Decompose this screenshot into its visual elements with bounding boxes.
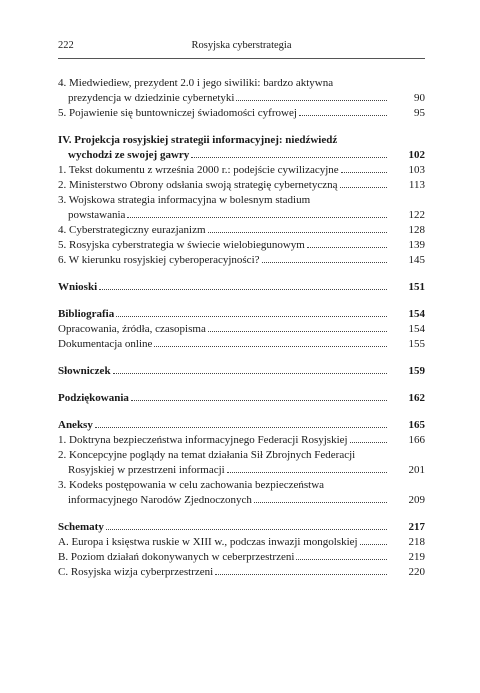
toc-entry xyxy=(58,433,425,448)
dot-leader xyxy=(254,502,387,503)
dot-leader xyxy=(208,232,387,233)
toc-page-number: 95 xyxy=(414,107,425,119)
toc-entry-title: 1. Doktryna bezpieczeństwa informacyjnego Federacji Rosyjskiej xyxy=(58,434,348,446)
dot-leader xyxy=(154,346,387,347)
dot-leader xyxy=(340,187,387,188)
toc-entry xyxy=(58,391,425,406)
toc-entry-line: 4. Miedwiediew, prezydent 2.0 i jego siwiliki: bardzo aktywna xyxy=(58,77,334,89)
toc-entry-title: 5. Rosyjska cyberstrategia w świecie wielobiegunowym xyxy=(58,239,305,251)
toc-entry-title: Wnioski xyxy=(58,281,98,293)
toc-entry-line xyxy=(58,208,425,223)
toc-page-number: 154 xyxy=(408,308,425,320)
dot-leader xyxy=(191,157,387,158)
toc-entry-title: 4. Cyberstrategiczny eurazjanizm xyxy=(58,224,206,236)
toc-entry xyxy=(58,535,425,550)
toc-entry xyxy=(58,106,425,121)
toc-page-number: 90 xyxy=(414,92,425,104)
toc-entry-line xyxy=(58,463,425,478)
toc-entry xyxy=(58,193,425,223)
toc-entry-title: powstawania xyxy=(68,209,126,221)
toc-entry-title: Aneksy xyxy=(58,419,93,431)
toc-entry-title: B. Poziom działań dokonywanych w ceberprzestrzeni xyxy=(58,551,295,563)
toc-entry xyxy=(58,448,425,478)
toc-entry-line xyxy=(58,106,425,121)
toc-entry xyxy=(58,307,425,322)
toc-entry-line xyxy=(58,493,425,508)
toc-entry-line xyxy=(58,280,425,295)
toc-entry-line xyxy=(58,418,425,433)
toc-page-number: 209 xyxy=(408,494,425,506)
toc-entry xyxy=(58,478,425,508)
toc-page-number: 201 xyxy=(408,464,425,476)
toc-entry-title: Bibliografia xyxy=(58,308,115,320)
toc-entry-title: Dokumentacja online xyxy=(58,338,153,350)
toc-entry xyxy=(58,280,425,295)
toc-entry xyxy=(58,364,425,379)
header-rule xyxy=(58,58,425,59)
toc-entry-line: 2. Koncepcyjne poglądy na temat działania Sił Zbrojnych Federacji xyxy=(58,449,356,461)
toc-entry xyxy=(58,253,425,268)
toc-entry-title: informacyjnego Narodów Zjednoczonych xyxy=(68,494,252,506)
toc-entry-title: A. Europa i księstwa ruskie w XIII w., podczas inwazji mongolskiej xyxy=(58,536,358,548)
toc-page-number: 155 xyxy=(408,338,425,350)
toc-entry xyxy=(58,238,425,253)
toc-page-number: 139 xyxy=(408,239,425,251)
toc-page-number: 151 xyxy=(408,281,425,293)
toc-page-number: 217 xyxy=(408,521,425,533)
dot-leader xyxy=(113,373,387,374)
toc-entry-line xyxy=(58,337,425,352)
dot-leader xyxy=(350,442,387,443)
dot-leader xyxy=(99,289,387,290)
toc-entry-line: 3. Kodeks postępowania w celu zachowania bezpieczeństwa xyxy=(58,479,325,491)
dot-leader xyxy=(215,574,387,575)
dot-leader xyxy=(208,331,387,332)
toc-entry-line xyxy=(58,391,425,406)
toc-entry-line xyxy=(58,91,425,106)
toc-entry xyxy=(58,133,425,163)
toc-entry-line xyxy=(58,178,425,193)
toc-entry-line xyxy=(58,148,425,163)
dot-leader xyxy=(341,172,387,173)
dot-leader xyxy=(227,472,387,473)
toc-entry xyxy=(58,550,425,565)
toc-entry-line xyxy=(58,163,425,178)
toc-entry-title: Podziękowania xyxy=(58,392,129,404)
toc-entry xyxy=(58,520,425,535)
toc-entry-line xyxy=(58,433,425,448)
toc-page-number: 145 xyxy=(408,254,425,266)
dot-leader xyxy=(299,115,387,116)
dot-leader xyxy=(360,544,387,545)
toc-entry-title: prezydencja w dziedzinie cybernetyki xyxy=(68,92,235,104)
toc-entry xyxy=(58,178,425,193)
toc-entry-line xyxy=(58,307,425,322)
toc-entry-title: C. Rosyjska wizja cyberprzestrzeni xyxy=(58,566,214,578)
dot-leader xyxy=(236,100,387,101)
toc-entry-title: wychodzi ze swojej gawry xyxy=(68,149,190,161)
page-number: 222 xyxy=(58,40,74,51)
toc-page-number: 113 xyxy=(408,179,425,191)
toc-entry xyxy=(58,418,425,433)
toc-page-number: 154 xyxy=(408,323,425,335)
toc-entry-title: 6. W kierunku rosyjskiej cyberoperacyjności? xyxy=(58,254,260,266)
running-title: Rosyjska cyberstrategia xyxy=(191,40,292,51)
dot-leader xyxy=(131,400,387,401)
dot-leader xyxy=(95,427,387,428)
toc-entry-title: Opracowania, źródła, czasopisma xyxy=(58,323,206,335)
toc-page-number: 128 xyxy=(408,224,425,236)
toc-page-number: 219 xyxy=(408,551,425,563)
toc-entry-title: 2. Ministerstwo Obrony odsłania swoją strategię cybernetyczną xyxy=(58,179,338,191)
toc-entry xyxy=(58,163,425,178)
toc-entry-title: Schematy xyxy=(58,521,104,533)
toc-entry-line xyxy=(58,364,425,379)
table-of-contents xyxy=(58,76,425,580)
toc-entry-line: IV. Projekcja rosyjskiej strategii informacyjnej: niedźwiedź xyxy=(58,134,338,146)
toc-entry xyxy=(58,337,425,352)
toc-entry xyxy=(58,322,425,337)
dot-leader xyxy=(296,559,387,560)
toc-entry-line xyxy=(58,535,425,550)
toc-entry-title: 5. Pojawienie się buntowniczej świadomości cyfrowej xyxy=(58,107,297,119)
running-header xyxy=(58,40,425,56)
toc-entry-line xyxy=(58,223,425,238)
toc-page-number: 218 xyxy=(408,536,425,548)
toc-page-number: 166 xyxy=(408,434,425,446)
toc-page-number: 165 xyxy=(408,419,425,431)
toc-entry xyxy=(58,565,425,580)
toc-entry xyxy=(58,223,425,238)
dot-leader xyxy=(307,247,387,248)
dot-leader xyxy=(127,217,387,218)
toc-entry-line xyxy=(58,520,425,535)
toc-entry-title: Rosyjskiej w przestrzeni informacji xyxy=(68,464,225,476)
toc-page-number: 162 xyxy=(408,392,425,404)
toc-page-number: 103 xyxy=(408,164,425,176)
toc-entry-line xyxy=(58,565,425,580)
toc-entry-title: 1. Tekst dokumentu z września 2000 r.: podejście cywilizacyjne xyxy=(58,164,339,176)
toc-entry-line xyxy=(58,253,425,268)
toc-entry-line xyxy=(58,238,425,253)
toc-entry-line: 3. Wojskowa strategia informacyjna w bolesnym stadium xyxy=(58,194,311,206)
toc-page-number: 159 xyxy=(408,365,425,377)
toc-entry xyxy=(58,76,425,106)
toc-page-number: 102 xyxy=(408,149,425,161)
toc-entry-line xyxy=(58,322,425,337)
toc-page-number: 122 xyxy=(408,209,425,221)
dot-leader xyxy=(116,316,387,317)
toc-entry-line xyxy=(58,550,425,565)
toc-page-number: 220 xyxy=(408,566,425,578)
dot-leader xyxy=(106,529,387,530)
toc-entry-title: Słowniczek xyxy=(58,365,111,377)
dot-leader xyxy=(262,262,387,263)
